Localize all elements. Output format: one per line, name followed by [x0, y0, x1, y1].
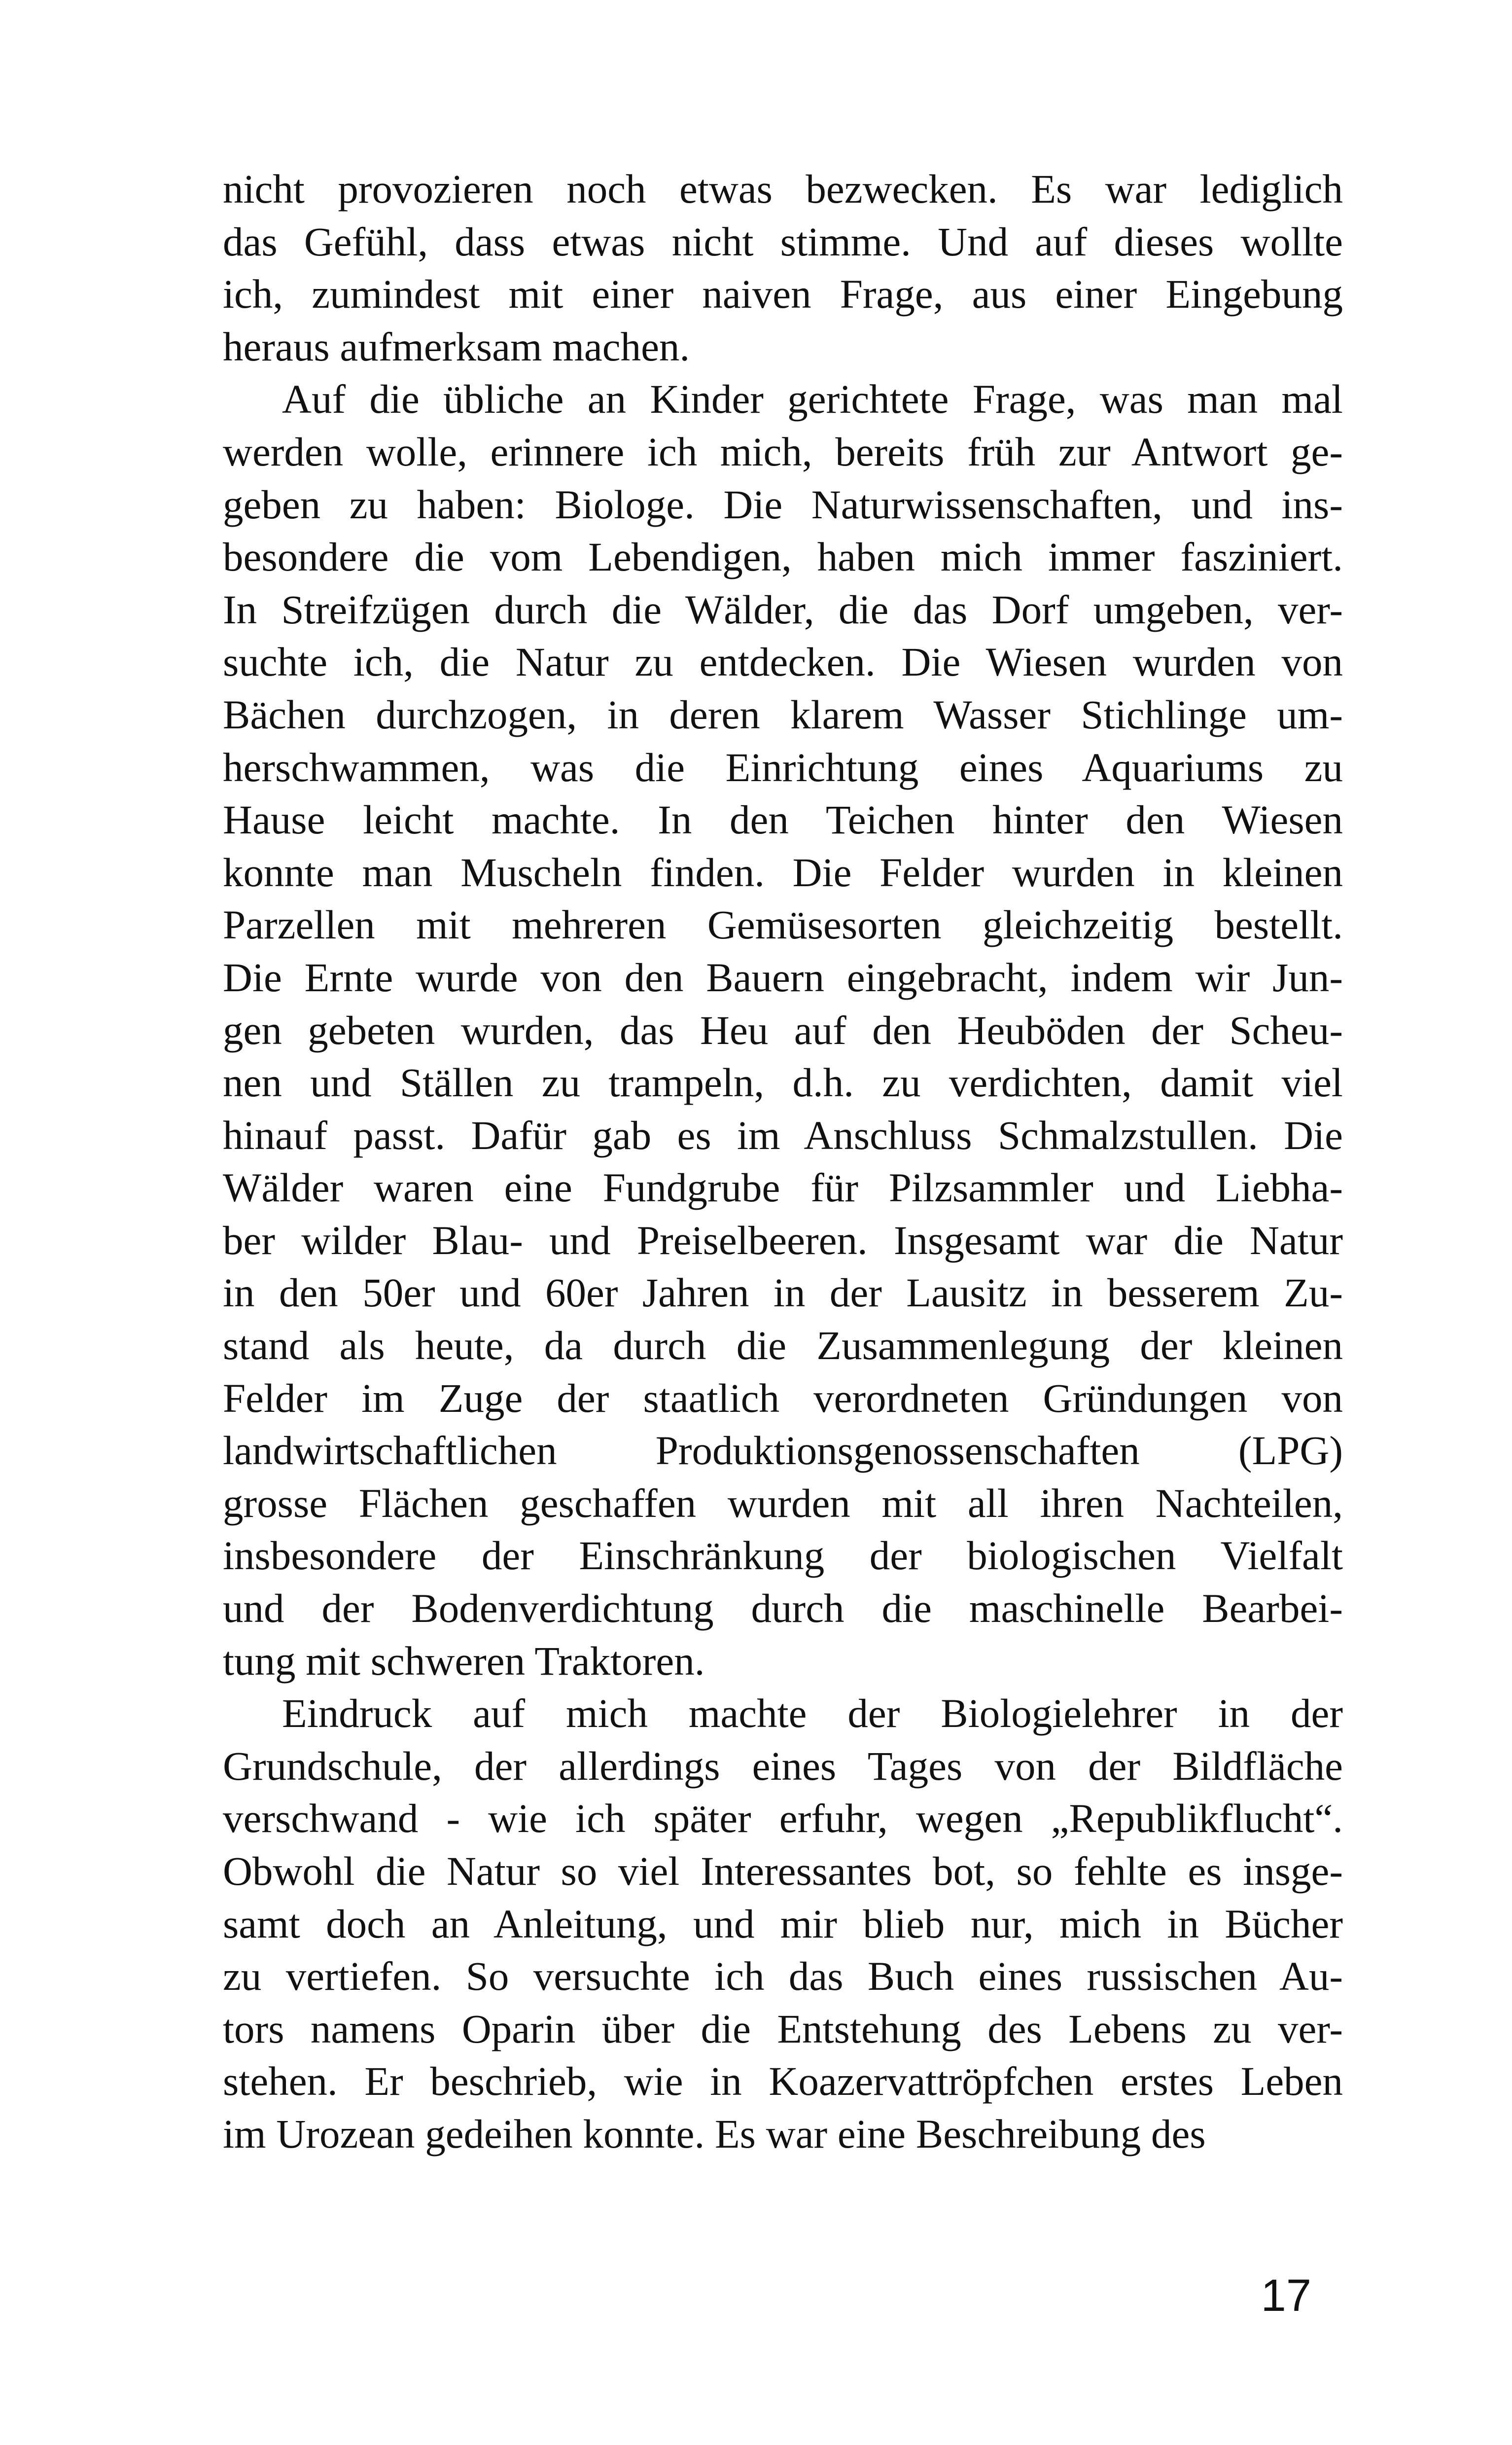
- body-text: [223, 163, 1343, 2160]
- text-line: nen und Ställen zu trampeln, d.h. zu verdichten, damit viel: [223, 1060, 1343, 1106]
- text-line: zu vertiefen. So versuchte ich das Buch eines russischen Au-: [223, 1953, 1343, 1999]
- text-line: tung mit schweren Traktoren.: [223, 1638, 705, 1684]
- text-line: Hause leicht machte. In den Teichen hinter den Wiesen: [223, 797, 1343, 843]
- text-line: In Streifzügen durch die Wälder, die das Dorf umgeben, ver-: [223, 586, 1343, 632]
- text-line: landwirtschaftlichen Produktionsgenossenschaften (LPG): [223, 1428, 1343, 1474]
- paragraph: [223, 163, 1343, 373]
- page-number: 17: [1261, 2270, 1311, 2321]
- text-line: werden wolle, erinnere ich mich, bereits früh zur Antwort ge-: [223, 429, 1343, 474]
- text-line: ich, zumindest mit einer naiven Frage, aus einer Eingebung: [223, 271, 1343, 317]
- paragraph: [223, 1687, 1343, 2160]
- text-line: gen gebeten wurden, das Heu auf den Heuböden der Scheu-: [223, 1007, 1343, 1053]
- text-line: suchte ich, die Natur zu entdecken. Die Wiesen wurden von: [223, 639, 1343, 685]
- text-line: heraus aufmerksam machen.: [223, 324, 690, 369]
- text-line: nicht provozieren noch etwas bezwecken. Es war lediglich: [223, 166, 1343, 212]
- text-line: Felder im Zuge der staatlich verordneten Gründungen von: [223, 1375, 1343, 1421]
- text-line: Eindruck auf mich machte der Biologielehrer in der: [282, 1690, 1343, 1736]
- text-line: im Urozean gedeihen konnte. Es war eine Beschreibung des: [223, 2111, 1206, 2157]
- text-line: in den 50er und 60er Jahren in der Lausitz in besserem Zu-: [223, 1270, 1343, 1316]
- text-line: Wälder waren eine Fundgrube für Pilzsammler und Liebha-: [223, 1165, 1343, 1211]
- text-line: tors namens Oparin über die Entstehung des Lebens zu ver-: [223, 2006, 1343, 2051]
- text-line: insbesondere der Einschränkung der biologischen Vielfalt: [223, 1533, 1343, 1579]
- text-line: das Gefühl, dass etwas nicht stimme. Und auf dieses wollte: [223, 218, 1343, 264]
- text-line: und der Bodenverdichtung durch die maschinelle Bearbei-: [223, 1585, 1343, 1631]
- text-line: Auf die übliche an Kinder gerichtete Frage, was man mal: [282, 376, 1343, 422]
- text-line: samt doch an Anleitung, und mir blieb nur, mich in Bücher: [223, 1901, 1343, 1946]
- text-line: Grundschule, der allerdings eines Tages von der Bildfläche: [223, 1743, 1343, 1789]
- text-line: verschwand - wie ich später erfuhr, wegen „Republikflucht“.: [223, 1796, 1343, 1841]
- text-line: Parzellen mit mehreren Gemüsesorten gleichzeitig bestellt.: [223, 902, 1343, 948]
- text-line: stehen. Er beschrieb, wie in Koazervattröpfchen erstes Leben: [223, 2058, 1343, 2104]
- text-line: geben zu haben: Biologe. Die Naturwissenschaften, und ins-: [223, 481, 1343, 527]
- text-line: herschwammen, was die Einrichtung eines Aquariums zu: [223, 744, 1343, 790]
- text-line: Obwohl die Natur so viel Interessantes bot, so fehlte es insge-: [223, 1848, 1343, 1894]
- text-line: hinauf passt. Dafür gab es im Anschluss Schmalzstullen. Die: [223, 1112, 1343, 1158]
- text-line: grosse Flächen geschaffen wurden mit all ihren Nachteilen,: [223, 1480, 1343, 1526]
- text-line: konnte man Muscheln finden. Die Felder wurden in kleinen: [223, 849, 1343, 895]
- text-line: besondere die vom Lebendigen, haben mich immer fasziniert.: [223, 534, 1343, 580]
- text-line: Bächen durchzogen, in deren klarem Wasser Stichlinge um-: [223, 691, 1343, 737]
- paragraph: [223, 373, 1343, 1687]
- text-line: ber wilder Blau- und Preiselbeeren. Insgesamt war die Natur: [223, 1217, 1343, 1263]
- text-line: Die Ernte wurde von den Bauern eingebracht, indem wir Jun-: [223, 954, 1343, 1000]
- text-line: stand als heute, da durch die Zusammenlegung der kleinen: [223, 1323, 1343, 1368]
